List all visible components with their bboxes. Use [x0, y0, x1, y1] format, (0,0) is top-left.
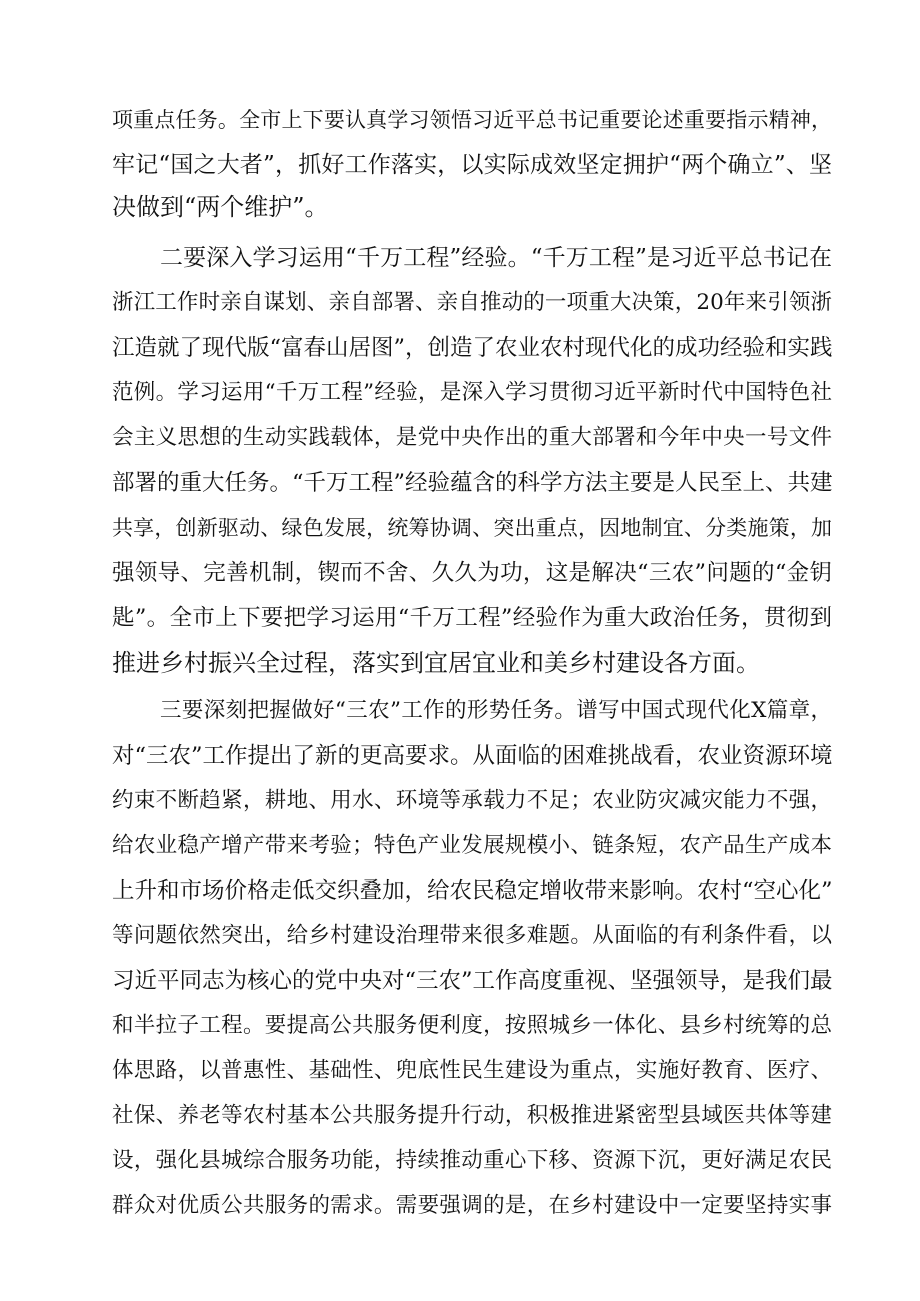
paragraph-line: 体思路，以普惠性、基础性、兜底性民生建设为重点，实施好教育、医疗、	[112, 1058, 832, 1083]
paragraph-line: 给农业稳产增产带来考验；特色产业发展规模小、链条短，农产品生产成本	[112, 833, 832, 858]
paragraph-line: 习近平同志为核心的党中央对“三农”工作高度重视、坚强领导，是我们最	[112, 968, 833, 994]
paragraph-line: 群众对优质公共服务的需求。需要强调的是，在乡村建设中一定要坚持实事	[112, 1193, 832, 1218]
paragraph-line: 浙江工作时亲自谋划、亲自部署、亲自推动的一项重大决策，20年来引领浙	[112, 290, 832, 315]
paragraph-line: 三要深刻把握做好“三农”工作的形势任务。谱写中国式现代化X篇章，	[160, 698, 832, 723]
paragraph-line: 项重点任务。全市上下要认真学习领悟习近平总书记重要论述重要指示精神，	[112, 108, 832, 132]
paragraph-line: 部署的重大任务。“千万工程”经验蕴含的科学方法主要是人民至上、共建	[112, 470, 833, 496]
paragraph-line: 对“三农”工作提出了新的更高要求。从面临的困难挑战看，农业资源环境	[112, 743, 833, 769]
paragraph-line: 江造就了现代版“富春山居图”，创造了农业农村现代化的成功经验和实践	[112, 335, 833, 361]
paragraph-line: 约束不断趋紧，耕地、用水、环境等承载力不足；农业防灾减灾能力不强，	[112, 788, 832, 813]
paragraph-line: 匙”。全市上下要把学习运用“千万工程”经验作为重大政治任务，贯彻到	[112, 605, 832, 631]
paragraph-line: 牢记“国之大者”，抓好工作落实，以实际成效坚定拥护“两个确立”、坚	[112, 152, 832, 178]
paragraph-line: 强领导、完善机制，锲而不舍、久久为功，这是解决“三农”问题的“金钥	[112, 560, 832, 586]
paragraph-line: 共享，创新驱动、绿色发展，统筹协调、突出重点，因地制宜、分类施策，加	[112, 516, 832, 540]
paragraph-line: 等问题依然突出，给乡村建设治理带来很多难题。从面临的有利条件看，以	[112, 923, 832, 948]
paragraph-line: 社保、养老等农村基本公共服务提升行动，积极推进紧密型县域医共体等建	[112, 1103, 832, 1128]
paragraph-line: 决做到“两个维护”。	[112, 193, 329, 221]
paragraph-line: 范例。学习运用“千万工程”经验，是深入学习贯彻习近平新时代中国特色社	[112, 380, 832, 405]
paragraph-line: 上升和市场价格走低交织叠加，给农民稳定增收带来影响。农村“空心化”	[112, 878, 833, 904]
paragraph-line: 会主义思想的生动实践载体，是党中央作出的重大部署和今年中央一号文件	[112, 425, 832, 450]
paragraph-line: 设，强化县城综合服务功能，持续推动重心下移、资源下沉，更好满足农民	[112, 1148, 832, 1173]
paragraph-line: 二要深入学习运用“千万工程”经验。“千万工程”是习近平总书记在	[160, 245, 832, 271]
paragraph-line: 和半拉子工程。要提高公共服务便利度，按照城乡一体化、县乡村统筹的总	[112, 1013, 832, 1038]
paragraph-line: 推进乡村振兴全过程，落实到宜居宜业和美乡村建设各方面。	[112, 649, 760, 677]
